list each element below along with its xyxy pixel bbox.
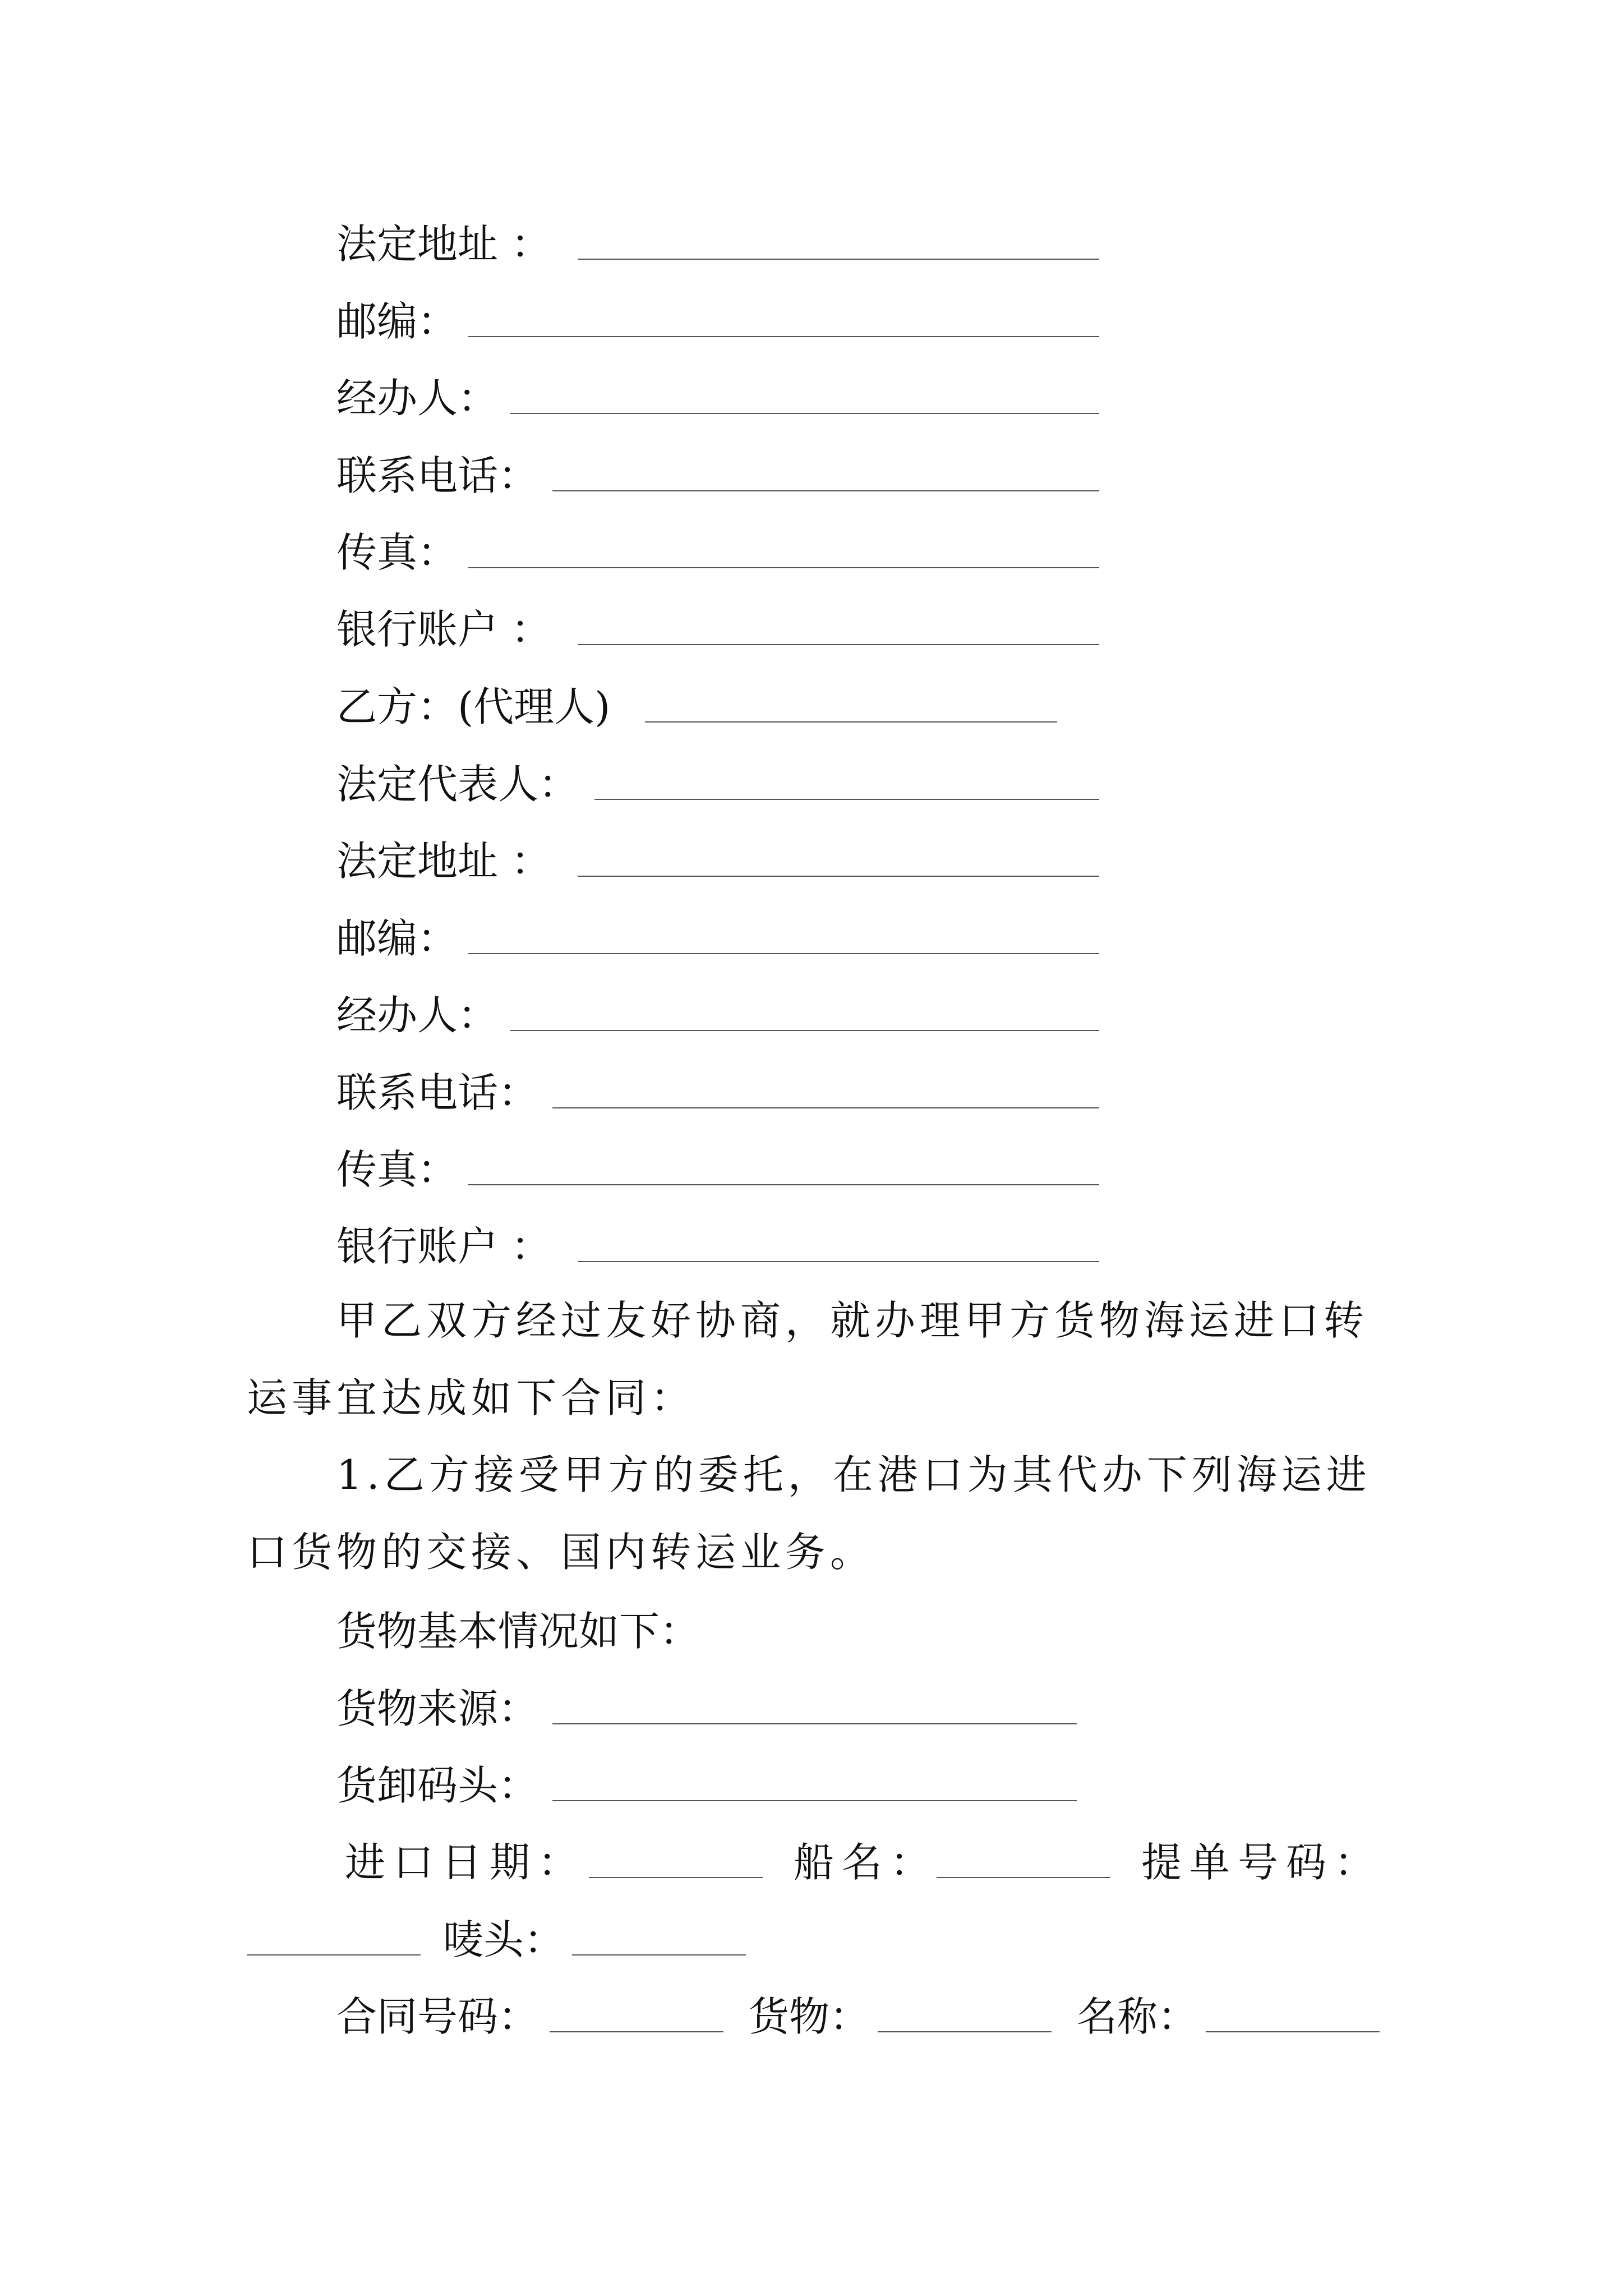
goods-input[interactable] xyxy=(878,2031,1052,2032)
goods-heading: 货物基本情况如下： xyxy=(336,1608,700,1655)
partyA-bank-input[interactable] xyxy=(578,644,1099,645)
ship-name-input[interactable] xyxy=(937,1877,1110,1878)
ship-name-label: 船名： xyxy=(794,1839,939,1886)
bl-number-label: 提单号码： xyxy=(1141,1839,1383,1886)
partyA-agent-input[interactable] xyxy=(510,413,1099,414)
partyA-phone-input[interactable] xyxy=(552,490,1099,491)
field-label: 邮编： xyxy=(336,298,458,345)
partyA-postcode-input[interactable] xyxy=(468,336,1099,337)
contract-no-label: 合同号码： xyxy=(336,1993,539,2040)
partyB-fax-input[interactable] xyxy=(468,1184,1099,1185)
partyA-legal-address-input[interactable] xyxy=(578,259,1099,260)
import-date-input[interactable] xyxy=(589,1877,763,1878)
name-label: 名称： xyxy=(1077,1993,1198,2040)
field-label: 邮编： xyxy=(336,915,458,962)
field-label: 传真： xyxy=(336,529,458,576)
partyB-bank-input[interactable] xyxy=(578,1261,1099,1262)
partyB-legal-rep-input[interactable] xyxy=(594,799,1099,800)
partyB-phone-input[interactable] xyxy=(552,1107,1099,1108)
field-label: 货物来源： xyxy=(336,1685,539,1732)
field-label: 联系电话： xyxy=(336,1069,539,1116)
import-date-label: 进口日期： xyxy=(345,1839,587,1886)
field-label: 传真： xyxy=(336,1146,458,1193)
name-input[interactable] xyxy=(1206,2031,1380,2032)
partyB-legal-address-input[interactable] xyxy=(578,876,1099,877)
partyB-label: 乙方：(代理人) xyxy=(336,683,611,730)
intro-paragraph: 甲乙双方经过友好协商，就办理甲方货物海运进口转运事宜达成如下合同： xyxy=(247,1297,1369,1421)
field-label: 银行账户 ： xyxy=(336,1223,551,1270)
clause-1-paragraph: 1.乙方接受甲方的委托，在港口为其代办下列海运进口货物的交接、国内转运业务。 xyxy=(247,1451,1371,1576)
goods-label: 货物： xyxy=(749,1993,870,2040)
contract-no-input[interactable] xyxy=(550,2031,723,2032)
marks-label: 唛头： xyxy=(443,1916,565,1963)
marks-input[interactable] xyxy=(572,1954,746,1955)
unloading-wharf-input[interactable] xyxy=(552,1800,1077,1801)
goods-source-input[interactable] xyxy=(552,1723,1077,1724)
field-label: 联系电话： xyxy=(336,452,539,499)
partyB-agent-input[interactable] xyxy=(510,1030,1099,1031)
field-label: 法定地址 ： xyxy=(336,220,551,268)
partyA-fax-input[interactable] xyxy=(468,567,1099,568)
field-label: 银行账户 ： xyxy=(336,606,551,653)
field-label: 经办人： xyxy=(336,375,499,422)
field-label: 法定代表人： xyxy=(336,761,579,808)
bl-number-input[interactable] xyxy=(247,1954,421,1955)
partyB-postcode-input[interactable] xyxy=(468,953,1099,954)
field-label: 货卸码头： xyxy=(336,1762,539,1809)
field-label: 法定地址 ： xyxy=(336,838,551,885)
field-label: 经办人： xyxy=(336,992,499,1039)
partyB-input[interactable] xyxy=(645,721,1057,723)
